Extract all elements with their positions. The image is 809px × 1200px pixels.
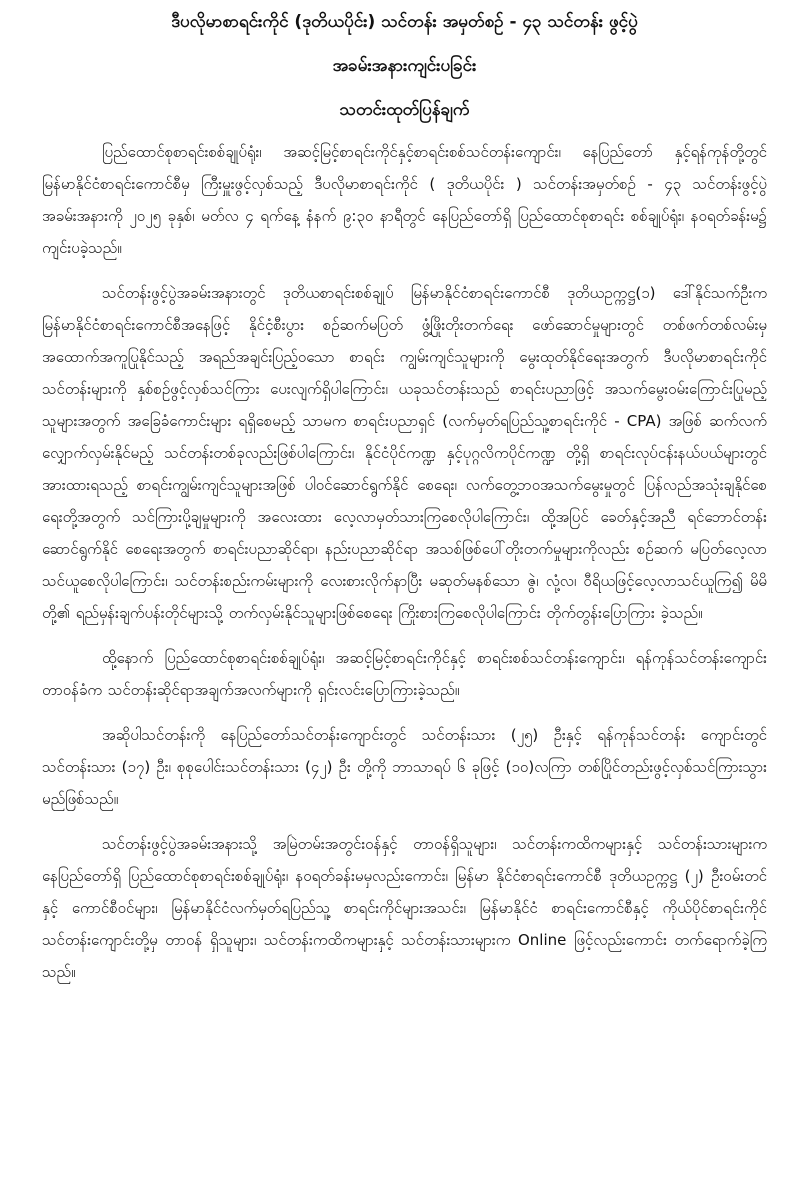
paragraph-speech: သင်တန်းဖွင့်ပွဲအခမ်းအနားတွင် ဒုတိယစာရင်းစစ်ချုပ် မြန်မာနိုင်ငံစာရင်းကောင်စီ ဒုတိယဥက္ကဋ္ဌ(၁) ဒေါ်နိုင်သက်ဦးက မြန်မာနိုင်ငံစာရင်းကောင်စီအနေဖြင့် နိုင်ငံ့စီးပွား စဉ်ဆက်မပြတ် ဖွံ့ဖြိုးတိုးတက်ရေး ဖော်ဆောင်မှုများတွင် တစ်ဖက်တစ်လမ်းမှ အထောက်အကူပြုနိုင်သည့် အရည်အချင်းပြည့်ဝသော စာရင်း ကျွမ်းကျင်သူများကို မွေးထုတ်နိုင်ရေးအတွက် ဒီပလိုမာစာရင်းကိုင်သင်တန်းများကို နှစ်စဉ်ဖွင့်လှစ်သင်ကြား ပေးလျက်ရှိပါကြောင်း၊ ယခုသင်တန်းသည် စာရင်းပညာဖြင့် အသက်မွေးဝမ်းကြောင်းပြုမည့်သူများအတွက် အခြေခံကောင်းများ ရရှိစေမည့် သာမက စာရင်းပညာရှင် (လက်မှတ်ရပြည်သူ့စာရင်းကိုင် - CPA) အဖြစ် ဆက်လက်လျှောက်လှမ်းနိုင်မည့် သင်တန်းတစ်ခုလည်းဖြစ်ပါကြောင်း၊ နိုင်ငံပိုင်ကဏ္ဍ နှင့်ပုဂ္ဂလိကပိုင်ကဏ္ဍ တို့ရှိ စာရင်းလုပ်ငန်းနယ်ပယ်များတွင်အားထားရသည့် စာရင်းကျွမ်းကျင်သူများအဖြစ် ပါဝင်ဆောင်ရွက်နိုင် စေရေး၊ လက်တွေ့ဘဝအသက်မွေးမှုတွင် ပြန်လည်အသုံးချနိုင်စေရေးတို့အတွက် သင်ကြားပို့ချမှုများကို အလေးထား လေ့လာမှတ်သားကြစေလိုပါကြောင်း၊ ထို့အပြင် ခေတ်နှင့်အညီ ရင်ဘောင်တန်း ဆောင်ရွက်နိုင် စေရေးအတွက် စာရင်းပညာဆိုင်ရာ၊ နည်းပညာဆိုင်ရာ အသစ်ဖြစ်ပေါ်တိုးတက်မှုများကိုလည်း စဉ်ဆက် မပြတ်လေ့လာသင်ယူစေလိုပါကြောင်း၊ သင်တန်းစည်းကမ်းများကို လေးစားလိုက်နာပြီး မဆုတ်မနစ်သော ဇွဲ၊ လုံ့လ၊ ဝီရိယဖြင့်လေ့လာသင်ယူကြ၍ မိမိတို့၏ ရည်မှန်းချက်ပန်းတိုင်များသို့ တက်လှမ်းနိုင်သူများဖြစ်စေရေး ကြိုးစားကြစေလိုပါကြောင်း တိုက်တွန်းပြောကြား ခဲ့သည်။: [42, 284, 767, 622]
paragraph-enrollment: အဆိုပါသင်တန်းကို နေပြည်တော်သင်တန်းကျောင်းတွင် သင်တန်းသား (၂၅) ဦးနှင့် ရန်ကုန်သင်တန်း ကျောင်းတွင် သင်တန်းသား (၁၇) ဦး၊ စုစုပေါင်းသင်တန်းသား (၄၂) ဦး တို့ကို ဘာသာရပ် ၆ ခုဖြင့် (၁၀)လကြာ တစ်ပြိုင်တည်းဖွင့်လှစ်သင်ကြားသွားမည်ဖြစ်သည်။: [42, 726, 767, 808]
paragraph-explanation: ထို့နောက် ပြည်ထောင်စုစာရင်းစစ်ချုပ်ရုံး၊ အဆင့်မြင့်စာရင်းကိုင်နှင့် စာရင်းစစ်သင်တန်းကျောင်း၊ ရန်ကုန်သင်တန်းကျောင်း တာဝန်ခံက သင်တန်းဆိုင်ရာအချက်အလက်များကို ရှင်းလင်းပြောကြားခဲ့သည်။: [42, 649, 767, 699]
press-release-label: သတင်းထုတ်ပြန်ချက်: [339, 100, 470, 120]
paragraph-attendees: သင်တန်းဖွင့်ပွဲအခမ်းအနားသို့ အမြဲတမ်းအတွင်းဝန်နှင့် တာဝန်ရှိသူများ၊ သင်တန်းကထိကများနှင့် သင်တန်းသားများက နေပြည်တော်ရှိ ပြည်ထောင်စုစာရင်းစစ်ချုပ်ရုံး၊ နဝရတ်ခန်းမမှလည်းကောင်း၊ မြန်မာ နိုင်ငံစာရင်းကောင်စီ ဒုတိယဥက္ကဋ္ဌ (၂) ဦးဝမ်းတင်နှင့် ကောင်စီဝင်များ၊ မြန်မာနိုင်ငံလက်မှတ်ရပြည်သူ့ စာရင်းကိုင်များအသင်း၊ မြန်မာနိုင်ငံ စာရင်းကောင်စီနှင့် ကိုယ်ပိုင်စာရင်းကိုင်သင်တန်းကျောင်းတို့မှ တာဝန် ရှိသူများ၊ သင်တန်းကထိကများနှင့် သင်တန်းသားများက Online ဖြင့်လည်းကောင်း တက်ရောက်ခဲ့ကြသည်။: [42, 835, 767, 981]
paragraph-intro: ပြည်ထောင်စုစာရင်းစစ်ချုပ်ရုံး၊ အဆင့်မြင့်စာရင်းကိုင်နှင့်စာရင်းစစ်သင်တန်းကျောင်း၊ နေပြည်တော် နှင့်ရန်ကုန်တို့တွင် မြန်မာနိုင်ငံစာရင်းကောင်စီမှ ကြီးမှူးဖွင့်လှစ်သည့် ဒီပလိုမာစာရင်းကိုင် ( ဒုတိယပိုင်း ) သင်တန်းအမှတ်စဉ် - ၄၃ သင်တန်းဖွင့်ပွဲ အခမ်းအနားကို ၂၀၂၅ ခုနှစ်၊ မတ်လ ၄ ရက်နေ့ နံနက် ၉:၃၀ နာရီတွင် နေပြည်တော်ရှိ ပြည်ထောင်စုစာရင်း စစ်ချုပ်ရုံး၊ နဝရတ်ခန်းမ၌ ကျင်းပခဲ့သည်။: [42, 143, 767, 257]
document-subtitle: အခမ်းအနားကျင်းပခြင်း: [332, 56, 477, 76]
document-title: ဒီပလိုမာစာရင်းကိုင် (ဒုတိယပိုင်း) သင်တန်း အမှတ်စဉ် - ၄၃ သင်တန်း ဖွင့်ပွဲ: [171, 12, 638, 32]
